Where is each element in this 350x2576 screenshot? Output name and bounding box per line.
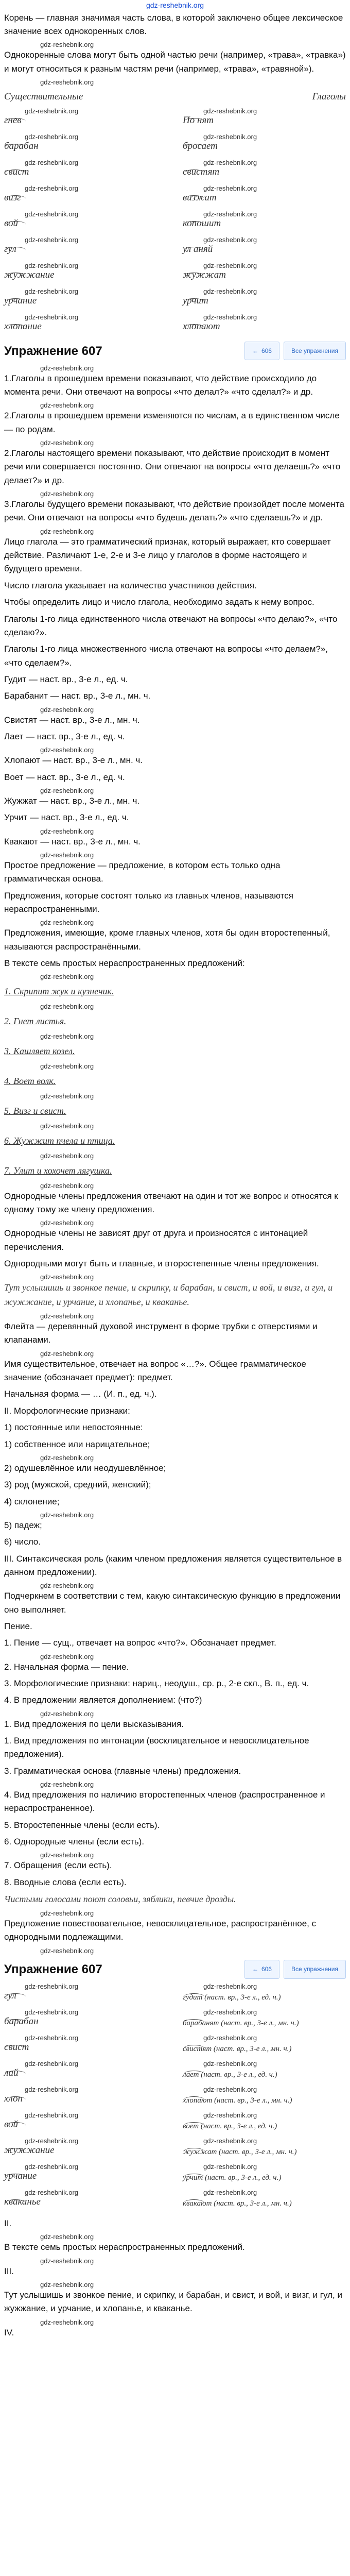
- word-cell: [4, 288, 167, 311]
- handwritten-word: вой: [4, 2119, 18, 2130]
- paragraph: В тексте семь простых нераспространенных предложений:: [4, 958, 245, 969]
- paragraph: Число глагола указывает на количество участников действия.: [4, 580, 257, 590]
- handwritten-word: жужжание: [4, 269, 55, 281]
- verb-forms-list: [4, 673, 346, 849]
- word-cell: [183, 108, 346, 130]
- word-pairs-top: [4, 108, 346, 336]
- paragraph: Однородные члены не зависят друг от друга и произносятся с интонацией перечисления.: [4, 1228, 308, 1252]
- handwritten-sentence: 2. Гнет листья.: [4, 1016, 66, 1027]
- verb-form-line: Барабанит — наст. вр., 3-е л., мн. ч.: [4, 691, 151, 701]
- analysis-line: 2. Начальная форма — пение.: [4, 1662, 129, 1672]
- handwritten-word: гнев: [4, 115, 22, 126]
- handwritten-sentence: 7. Улит и хохочет лягушка.: [4, 1165, 112, 1176]
- word-cell: [183, 185, 346, 208]
- handwritten-sentence: 5. Визг и свист.: [4, 1105, 66, 1116]
- watermark: gdz-reshebnik.org: [40, 1851, 94, 1859]
- handwritten-sentence: 6. Жужжит пчела и птица.: [4, 1135, 115, 1146]
- verb-form-line: Лает — наст. вр., 3-е л., ед. ч.: [4, 731, 125, 741]
- handwritten-word: барабан: [4, 2016, 39, 2027]
- intro-paragraph-2: Однокоренные слова могут быть одной частью речи (например, «трава», «травка») и могут относиться к разным частям речи (например, «трава», «травяной»).: [4, 50, 346, 74]
- paragraph: Флейта — деревянный духовой инструмент в форме трубки с отверстиями и клапанами.: [4, 1321, 318, 1345]
- watermark: gdz-reshebnik.org: [40, 705, 94, 714]
- handwritten-word: свистят (наст. вр., 3-е л., мн. ч.): [183, 2044, 292, 2053]
- analysis-line: 3. Грамматическая основа (главные члены) предложения.: [4, 1766, 241, 1776]
- handwritten-sentence: 4. Воет волк.: [4, 1076, 56, 1087]
- verb-form-line: Свистят — наст. вр., 3-е л., мн. ч.: [4, 715, 140, 725]
- handwritten-word: урчит (наст. вр., 3-е л., ед. ч.): [183, 2173, 282, 2182]
- label-verbs: Глаголы: [312, 91, 346, 103]
- handwritten-sentence: 3. Кашляет козел.: [4, 1046, 75, 1057]
- word-cell: [183, 2060, 346, 2083]
- watermark: gdz-reshebnik.org: [40, 1946, 94, 1955]
- watermark: gdz-reshebnik.org: [203, 107, 257, 115]
- watermark: gdz-reshebnik.org: [203, 2059, 257, 2067]
- watermark: gdz-reshebnik.org: [203, 2085, 257, 2093]
- watermark: gdz-reshebnik.org: [40, 1312, 94, 1320]
- word-cell: [183, 2009, 346, 2031]
- paragraph: Предложения, имеющие, кроме главных членов, хотя бы один второстепенный, называются распространёнными.: [4, 928, 330, 952]
- word-cell: [4, 185, 167, 208]
- handwritten-word: жужжат (наст. вр., 3-е л., мн. ч.): [183, 2147, 297, 2156]
- watermark: gdz-reshebnik.org: [40, 1003, 94, 1011]
- word-cell: [4, 236, 167, 259]
- analysis-line: 2) одушевлённое или неодушевлённое;: [4, 1463, 166, 1473]
- word-cell: [4, 262, 167, 285]
- watermark: gdz-reshebnik.org: [40, 1181, 94, 1190]
- sentence-item: [4, 1104, 346, 1118]
- handwritten-word: ул аняй: [183, 244, 213, 255]
- watermark: gdz-reshebnik.org: [40, 1781, 94, 1789]
- analysis-line: 6) число.: [4, 1537, 41, 1547]
- handwritten-word: барабан: [4, 141, 39, 152]
- sentence-item: [4, 1044, 346, 1059]
- handwritten-word: свистят: [183, 166, 220, 178]
- paragraph: 3.Глаголы будущего времени показывают, что действие произойдет после момента речи. Они отвечают на вопросы «что будешь делать?» «что сделаешь?» и др.: [4, 499, 344, 523]
- watermark: gdz-reshebnik.org: [25, 2162, 79, 2171]
- watermark: gdz-reshebnik.org: [203, 2033, 257, 2042]
- watermark: gdz-reshebnik.org: [25, 1982, 79, 1990]
- watermark: gdz-reshebnik.org: [40, 401, 94, 410]
- analysis-line: Подчеркнем в соответствии с тем, какую синтаксическую функцию в предложении оно выполняет.: [4, 1591, 341, 1615]
- handwritten-word: хлопают (наст. вр., 3-е л., мн. ч.): [183, 2096, 292, 2105]
- handwritten-sentence: Чистыми голосами поют соловьи, зяблики, певчие дрозды.: [4, 1894, 236, 1905]
- watermark: gdz-reshebnik.org: [203, 184, 257, 192]
- verb-form-line: Жужжат — наст. вр., 3-е л., мн. ч.: [4, 795, 140, 806]
- analysis-line: Пение.: [4, 1621, 32, 1631]
- word-cell: [4, 108, 167, 130]
- handwritten-word: гудит (наст. вр., 3-е л., ед. ч.): [183, 1993, 281, 2002]
- watermark: gdz-reshebnik.org: [40, 490, 94, 498]
- watermark: gdz-reshebnik.org: [203, 2008, 257, 2016]
- handwritten-word: квакают (наст. вр., 3-е л., мн. ч.): [183, 2199, 292, 2208]
- handwritten-word: жужжат: [183, 269, 226, 281]
- word-cell: [4, 1983, 167, 2006]
- verb-form-line: Квакают — наст. вр., 3-е л., мн. ч.: [4, 836, 141, 846]
- analysis-line: 1. Вид предложения по цели высказывания.: [4, 1719, 184, 1729]
- paragraph: Предложение повествовательное, невосклицательное, распространённое, с однородными подлежащими.: [4, 1919, 317, 1942]
- paragraph: В тексте семь простых нераспространенных предложений.: [4, 2242, 245, 2252]
- watermark: gdz-reshebnik.org: [40, 1062, 94, 1071]
- word-cell: [183, 236, 346, 259]
- sentence-item: [4, 1164, 346, 1178]
- arrow-left-icon: ←: [252, 347, 258, 354]
- handwritten-word: кваканье: [4, 2196, 41, 2208]
- watermark: gdz-reshebnik.org: [25, 2033, 79, 2042]
- analysis-line: 1) постоянные или непостоянные:: [4, 1422, 143, 1433]
- sentence-item: [4, 1074, 346, 1089]
- watermark: gdz-reshebnik.org: [40, 1511, 94, 1519]
- watermark: gdz-reshebnik.org: [203, 2137, 257, 2145]
- analysis-line: 6. Однородные члены (если есть).: [4, 1837, 145, 1847]
- paragraph: Тут услышишь и звонкое пение, и скрипку, и барабан, и свист, и вой, и визг, и гул, и жужжание, и урчание, и хлопанье, и кваканье.: [4, 2290, 342, 2314]
- analysis-line: 3. Морфологические признаки: нариц., неодуш., ср. р., 2-е скл., В. п., ед. ч.: [4, 1678, 309, 1688]
- handwritten-word: урчит: [183, 295, 208, 307]
- watermark: gdz-reshebnik.org: [40, 827, 94, 835]
- watermark: gdz-reshebnik.org: [40, 851, 94, 859]
- word-cell: [183, 2189, 346, 2212]
- watermark: gdz-reshebnik.org: [40, 1453, 94, 1462]
- paragraph: Однородные члены предложения отвечают на один и тот же вопрос и относятся к одному тому же члену предложения.: [4, 1191, 338, 1214]
- paragraph: Предложения, которые состоят только из главных членов, называются нераспространенными.: [4, 890, 293, 914]
- handwritten-word: бросает: [183, 141, 218, 152]
- word-cell: [4, 314, 167, 336]
- handwritten-word: жужжание: [4, 2145, 55, 2156]
- handwritten-word: лает (наст. вр., 3-е л., ед. ч.): [183, 2070, 277, 2079]
- watermark: gdz-reshebnik.org: [25, 158, 79, 166]
- handwritten-word: вой: [4, 218, 18, 229]
- handwritten-word: По нят: [183, 115, 214, 126]
- handwritten-word: визжат: [183, 192, 217, 204]
- intro-paragraph-1: Корень — главная значимая часть слова, в которой заключено общее лексическое значение всех однокоренных слов.: [4, 12, 343, 37]
- watermark: gdz-reshebnik.org: [40, 746, 94, 754]
- analysis-line: 3) род (мужской, средний, женский);: [4, 1480, 151, 1490]
- word-cell: [183, 2112, 346, 2134]
- watermark: gdz-reshebnik.org: [40, 2318, 94, 2326]
- word-cell: [4, 2112, 167, 2134]
- watermark: gdz-reshebnik.org: [40, 1909, 94, 1917]
- handwritten-word: гул: [4, 244, 16, 255]
- handwritten-word: свист: [4, 2042, 29, 2053]
- watermark: gdz-reshebnik.org: [40, 1709, 94, 1718]
- paragraph: 1.Глаголы в прошедшем времени показывают, что действие происходило до момента речи. Они отвечают на вопросы «что делал?» «что сделал?» и др.: [4, 373, 317, 397]
- word-cell: [183, 2138, 346, 2160]
- word-cell: [4, 2086, 167, 2109]
- exercise-header: [4, 342, 346, 361]
- paragraph: Лицо глагола — это грамматический признак, который выражает, кто совершает действие. Различают 1-е, 2-е и 3-е лицо у глаголов в форме настоящего и будущего времени.: [4, 536, 331, 574]
- paragraph: Глаголы 1-го лица единственного числа отвечают на вопросы «что делаю?», «что сделаю?».: [4, 614, 338, 637]
- sentence-item: [4, 1014, 346, 1029]
- analysis-line: 1) собственное или нарицательное;: [4, 1439, 150, 1449]
- word-cell: [183, 2163, 346, 2186]
- word-cell: [183, 2035, 346, 2057]
- watermark: gdz-reshebnik.org: [203, 287, 257, 295]
- watermark: gdz-reshebnik.org: [25, 261, 79, 269]
- watermark: gdz-reshebnik.org: [40, 1151, 94, 1160]
- watermark: gdz-reshebnik.org: [40, 1032, 94, 1041]
- paragraph: 2.Глаголы в прошедшем времени изменяются по числам, а в единственном числе — по родам.: [4, 411, 340, 434]
- watermark: gdz-reshebnik.org: [25, 313, 79, 321]
- section-number: II.: [4, 2218, 12, 2228]
- morph-analysis-list: [4, 1404, 346, 1889]
- paragraph: Глаголы 1-го лица множественного числа отвечают на вопросы «что делаем?», «что сделаем?».: [4, 644, 328, 668]
- watermark: gdz-reshebnik.org: [203, 313, 257, 321]
- paragraph: Чтобы определить лицо и число глагола, необходимо задать к нему вопрос.: [4, 597, 314, 607]
- sentence-item: [4, 1134, 346, 1148]
- handwritten-word: хлопание: [4, 321, 42, 332]
- watermark: gdz-reshebnik.org: [40, 527, 94, 535]
- watermark: gdz-reshebnik.org: [25, 287, 79, 295]
- watermark: gdz-reshebnik.org: [25, 2008, 79, 2016]
- analysis-line: 5. Второстепенные члены (если есть).: [4, 1820, 160, 1830]
- watermark: gdz-reshebnik.org: [203, 2162, 257, 2171]
- watermark: gdz-reshebnik.org: [203, 132, 257, 141]
- handwritten-word: хлопают: [183, 321, 220, 332]
- watermark: gdz-reshebnik.org: [25, 2111, 79, 2119]
- word-cell: [4, 133, 167, 156]
- word-cell: [183, 314, 346, 336]
- analysis-line: 4. В предложении является дополнением: (что?): [4, 1695, 202, 1705]
- exercise-title: Упражнение 607: [4, 1962, 102, 1976]
- handwritten-word: урчание: [4, 2171, 37, 2182]
- prev-exercise-button[interactable]: ← 606: [244, 342, 279, 361]
- watermark: gdz-reshebnik.org: [40, 1122, 94, 1130]
- section-number: III.: [4, 2266, 14, 2276]
- handwritten-word: барабанят (наст. вр., 3-е л., мн. ч.): [183, 2019, 299, 2027]
- watermark: gdz-reshebnik.org: [40, 919, 94, 927]
- analysis-line: 8. Вводные слова (если есть).: [4, 1877, 127, 1887]
- watermark: gdz-reshebnik.org: [25, 2137, 79, 2145]
- word-cell: [4, 2138, 167, 2160]
- verb-form-line: Хлопают — наст. вр., 3-е л., мн. ч.: [4, 755, 143, 766]
- analysis-line: 4) склонение;: [4, 1496, 60, 1506]
- watermark: gdz-reshebnik.org: [40, 1219, 94, 1227]
- watermark: gdz-reshebnik.org: [25, 235, 79, 244]
- watermark: gdz-reshebnik.org: [40, 2280, 94, 2289]
- handwritten-word: хлоп: [4, 2093, 23, 2105]
- analysis-line: III. Синтаксическая роль (каким членом предложения является существительное в данном предложении).: [4, 1553, 342, 1577]
- watermark: gdz-reshebnik.org: [203, 158, 257, 166]
- sentences-list: [4, 985, 346, 1189]
- word-cell: [183, 133, 346, 156]
- word-cell: [4, 211, 167, 233]
- analysis-line: 7. Обращения (если есть).: [4, 1860, 112, 1871]
- exercise-header-2: [4, 1960, 346, 1979]
- watermark: gdz-reshebnik.org: [203, 210, 257, 218]
- watermark: gdz-reshebnik.org: [203, 261, 257, 269]
- sentence-item: [4, 985, 346, 999]
- paragraph: Простое предложение — предложение, в котором есть только одна грамматическая основа.: [4, 860, 281, 884]
- word-cell: [4, 2163, 167, 2186]
- handwritten-word: свист: [4, 166, 29, 178]
- watermark: gdz-reshebnik.org: [203, 235, 257, 244]
- analysis-line: II. Морфологические признаки:: [4, 1405, 130, 1416]
- watermark: gdz-reshebnik.org: [40, 2257, 94, 2265]
- handwritten-sentence: 1. Скрипит жук и кузнечик.: [4, 986, 114, 997]
- word-cell: [183, 288, 346, 311]
- watermark: gdz-reshebnik.org: [40, 786, 94, 794]
- word-cell: [4, 159, 167, 182]
- watermark: gdz-reshebnik.org: [203, 1982, 257, 1990]
- watermark: gdz-reshebnik.org: [40, 439, 94, 447]
- watermark: gdz-reshebnik.org: [25, 107, 79, 115]
- watermark: gdz-reshebnik.org: [40, 1582, 94, 1590]
- analysis-line: 5) падеж;: [4, 1520, 42, 1530]
- paragraph: Имя существительное, отвечает на вопрос «…?». Общее грамматическое значение (обозначает предмет): предмет.: [4, 1359, 306, 1383]
- word-cell: [183, 262, 346, 285]
- handwritten-word: визг: [4, 192, 21, 204]
- watermark: gdz-reshebnik.org: [25, 2059, 79, 2067]
- verb-form-line: Воет — наст. вр., 3-е л., ед. ч.: [4, 772, 125, 782]
- word-cell: [4, 2060, 167, 2083]
- handwritten-word: воет (наст. вр., 3-е л., ед. ч.): [183, 2122, 277, 2130]
- analysis-line: 1. Пение — сущ., отвечает на вопрос «что?». Обозначает предмет.: [4, 1638, 276, 1648]
- watermark: gdz-reshebnik.org: [40, 973, 94, 981]
- exercise-title: Упражнение 607: [4, 344, 102, 358]
- section-number: IV.: [4, 2327, 14, 2337]
- watermark: gdz-reshebnik.org: [40, 1349, 94, 1358]
- word-cell: [183, 211, 346, 233]
- watermark: gdz-reshebnik.org: [203, 2111, 257, 2119]
- watermark: gdz-reshebnik.org: [40, 1652, 94, 1660]
- paragraph: Начальная форма — … (И. п., ед. ч.).: [4, 1389, 157, 1399]
- handwritten-sentence: Тут услышишь и звонкое пение, и скрипку, и барабан, и свист, и вой, и визг, и гул, и жужжание, и урчание, и хлопанье, и кваканье.: [4, 1282, 333, 1308]
- all-exercises-button[interactable]: Все упражнения: [284, 342, 346, 361]
- word-pairs-bottom: [4, 1983, 346, 2212]
- watermark: gdz-reshebnik.org: [40, 2233, 94, 2241]
- word-cell: [4, 2035, 167, 2057]
- label-nouns: Существительные: [4, 91, 83, 103]
- watermark: gdz-reshebnik.org: [25, 210, 79, 218]
- word-cell: [183, 2086, 346, 2109]
- analysis-line: 4. Вид предложения по наличию второстепенных членов (распространенное и нераспространенное).: [4, 1790, 325, 1814]
- watermark: gdz-reshebnik.org: [203, 2188, 257, 2196]
- watermark: gdz-reshebnik.org: [25, 2085, 79, 2093]
- watermark: gdz-reshebnik.org: [25, 184, 79, 192]
- handwritten-word: копошит: [183, 218, 221, 229]
- prev-exercise-button[interactable]: ← 606: [244, 1960, 279, 1979]
- handwritten-word: лай: [4, 2067, 19, 2079]
- word-cell: [183, 1983, 346, 2006]
- analysis-line: 1. Вид предложения по интонации (восклицательное и невосклицательное предложения).: [4, 1736, 309, 1759]
- paragraph: Однородными могут быть и главные, и второстепенные члены предложения.: [4, 1258, 319, 1268]
- verb-form-line: Урчит — наст. вр., 3-е л., ед. ч.: [4, 812, 129, 823]
- site-title: gdz-reshebnik.org: [146, 1, 204, 9]
- word-cell: [183, 159, 346, 182]
- watermark: gdz-reshebnik.org: [25, 132, 79, 141]
- verb-form-line: Гудит — наст. вр., 3-е л., ед. ч.: [4, 674, 128, 684]
- all-exercises-button[interactable]: Все упражнения: [284, 1960, 346, 1979]
- word-cell: [4, 2009, 167, 2031]
- watermark: gdz-reshebnik.org: [40, 78, 94, 87]
- watermark: gdz-reshebnik.org: [40, 41, 94, 49]
- watermark: gdz-reshebnik.org: [40, 1092, 94, 1100]
- word-cell: [4, 2189, 167, 2212]
- handwritten-word: урчание: [4, 295, 37, 307]
- watermark: gdz-reshebnik.org: [25, 2188, 79, 2196]
- watermark: gdz-reshebnik.org: [40, 364, 94, 372]
- handwritten-word: гул: [4, 1990, 16, 2002]
- paragraph: 2.Глаголы настоящего времени показывают, что действие происходит в момент речи или совершается постоянно. Они отвечают на вопросы «что делаешь?» «что делает?» и др.: [4, 448, 341, 485]
- watermark: gdz-reshebnik.org: [40, 1273, 94, 1281]
- arrow-left-icon: ←: [252, 1965, 258, 1973]
